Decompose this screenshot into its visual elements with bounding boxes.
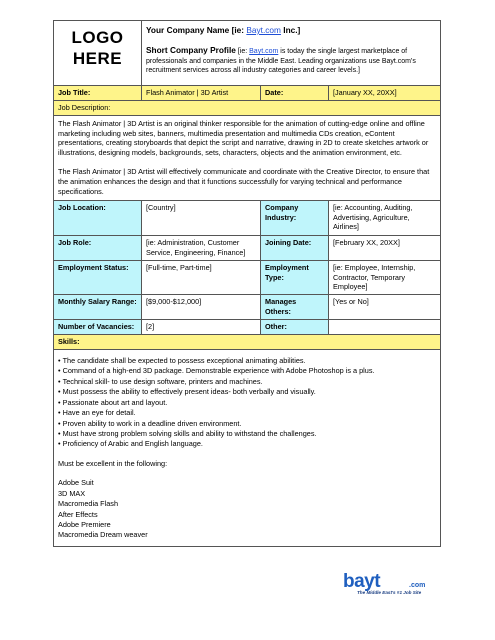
description-header-row xyxy=(54,100,441,115)
skill-item: • Proficiency of Arabic and English language. xyxy=(58,439,436,449)
company-name-suffix: Inc.] xyxy=(280,25,301,35)
tool-item: Adobe Premiere xyxy=(58,519,111,529)
vacancies-row xyxy=(54,320,441,335)
job-location-value: [Country] xyxy=(142,200,261,235)
tool-item: After Effects xyxy=(58,509,98,519)
skills-intro: Must be excellent in the following: xyxy=(58,458,168,468)
tool-item: Macromedia Flash xyxy=(58,499,119,509)
job-title-value: Flash Animator | 3D Artist xyxy=(142,86,261,101)
tools-list xyxy=(58,478,436,541)
employment-status-label: Employment Status: xyxy=(54,260,142,295)
logo-line-1: LOGO xyxy=(71,28,124,47)
description-label: Job Description: xyxy=(54,100,441,115)
skills-list xyxy=(58,356,436,450)
employment-status-value: [Full-time, Part-time] xyxy=(142,260,261,295)
employment-type-value: [ie: Employee, Internship, Contractor, Temporary Employee] xyxy=(329,260,441,295)
job-title-row xyxy=(54,86,441,101)
profile-label: Short Company Profile xyxy=(146,45,236,56)
company-link[interactable]: Bayt.com xyxy=(246,25,281,35)
bayt-logo-icon xyxy=(343,571,443,591)
company-industry-label: Company Industry: xyxy=(261,200,329,235)
skill-item: • Have an eye for detail. xyxy=(58,408,436,418)
description-paragraph-2: The Flash Animator | 3D Artist will effectively communicate and coordinate with the Creative Director, to ensure that the animation enhances the design and that it functions successfully for varying technical and performance specifications. xyxy=(58,167,430,196)
tool-item: Macromedia Dream weaver xyxy=(58,530,148,540)
company-industry-value: [ie: Accounting, Auditing, Advertising, Agriculture, Airlines] xyxy=(329,200,441,235)
location-row xyxy=(54,200,441,235)
tool-item: Adobe Suit xyxy=(58,478,94,488)
skill-item: • Passionate about art and layout. xyxy=(58,398,436,408)
manages-others-value: [Yes or No] xyxy=(329,295,441,320)
job-description-document xyxy=(53,20,440,547)
skills-label: Skills: xyxy=(54,335,441,350)
job-role-label: Job Role: xyxy=(54,235,142,260)
joining-date-value: [February XX, 20XX] xyxy=(329,235,441,260)
salary-row xyxy=(54,295,441,320)
employment-type-label: Employment Type: xyxy=(261,260,329,295)
manages-others-label: Manages Others: xyxy=(261,295,329,320)
skill-item: • Proven ability to work in a deadline driven environment. xyxy=(58,419,436,429)
date-label: Date: xyxy=(261,86,329,101)
job-location-label: Job Location: xyxy=(54,200,142,235)
description-row xyxy=(54,115,441,200)
skill-item: • Must have strong problem solving skills and ability to withstand the challenges. xyxy=(58,429,436,439)
date-value: [January XX, 20XX] xyxy=(329,86,441,101)
company-name xyxy=(146,23,436,36)
bayt-suffix: .com xyxy=(409,582,426,589)
salary-range-label: Monthly Salary Range: xyxy=(54,295,142,320)
skill-item: • Command of a high-end 3D package. Demonstrable experience with Adobe Photoshop is a plus. xyxy=(58,366,436,376)
profile-text: is today the single largest marketplace of professionals and companies in the Middle East. Leading organizations use Bayt.com's recruitment services across all industry categories and career levels.] xyxy=(146,48,416,75)
job-template-table xyxy=(53,20,441,547)
header-row xyxy=(54,21,441,86)
bayt-footer-logo[interactable] xyxy=(343,571,443,597)
bayt-wordmark: bayt xyxy=(343,571,381,591)
salary-range-value: [$9,000-$12,000] xyxy=(142,295,261,320)
employment-row xyxy=(54,260,441,295)
other-value xyxy=(329,320,441,335)
skills-row xyxy=(54,350,441,547)
other-label: Other: xyxy=(261,320,329,335)
skill-item: • Technical skill- to use design software, printers and machines. xyxy=(58,377,436,387)
role-row xyxy=(54,235,441,260)
vacancies-value: [2] xyxy=(142,320,261,335)
job-title-label: Job Title: xyxy=(54,86,142,101)
description-paragraph-1: The Flash Animator | 3D Artist is an original thinker responsible for the animation of cutting-edge online and offline marketing including web sites, banners, multimedia presentation and multimedia CDs creation, eContent presentations, creating storyboards that depict the script and narrative, drawing in 2D to create sketches artwork or illustrations, designing models, backgrounds, sets, characters, objects and the animation environment, etc. xyxy=(58,118,429,158)
skills-header-row xyxy=(54,335,441,350)
joining-date-label: Joining Date: xyxy=(261,235,329,260)
company-info xyxy=(142,21,441,86)
company-name-label: Your Company Name [ie: xyxy=(146,25,247,35)
company-profile xyxy=(146,45,436,75)
job-role-value: [ie: Administration, Customer Service, Engineering, Finance] xyxy=(142,235,261,260)
tool-item: 3D MAX xyxy=(58,488,86,498)
bayt-tagline: The Middle East's #1 Job Site xyxy=(357,590,422,595)
profile-link[interactable]: Bayt.com xyxy=(249,48,279,56)
skills-content xyxy=(54,350,441,547)
description-text xyxy=(54,115,441,200)
logo-line-2: HERE xyxy=(72,49,123,69)
logo-placeholder xyxy=(54,21,142,86)
vacancies-label: Number of Vacancies: xyxy=(54,320,142,335)
profile-ie: [ie: xyxy=(235,48,250,56)
skill-item: • The candidate shall be expected to possess exceptional animating abilities. xyxy=(58,356,436,366)
skill-item: • Must possess the ability to effectively present ideas- both verbally and visually. xyxy=(58,387,436,397)
